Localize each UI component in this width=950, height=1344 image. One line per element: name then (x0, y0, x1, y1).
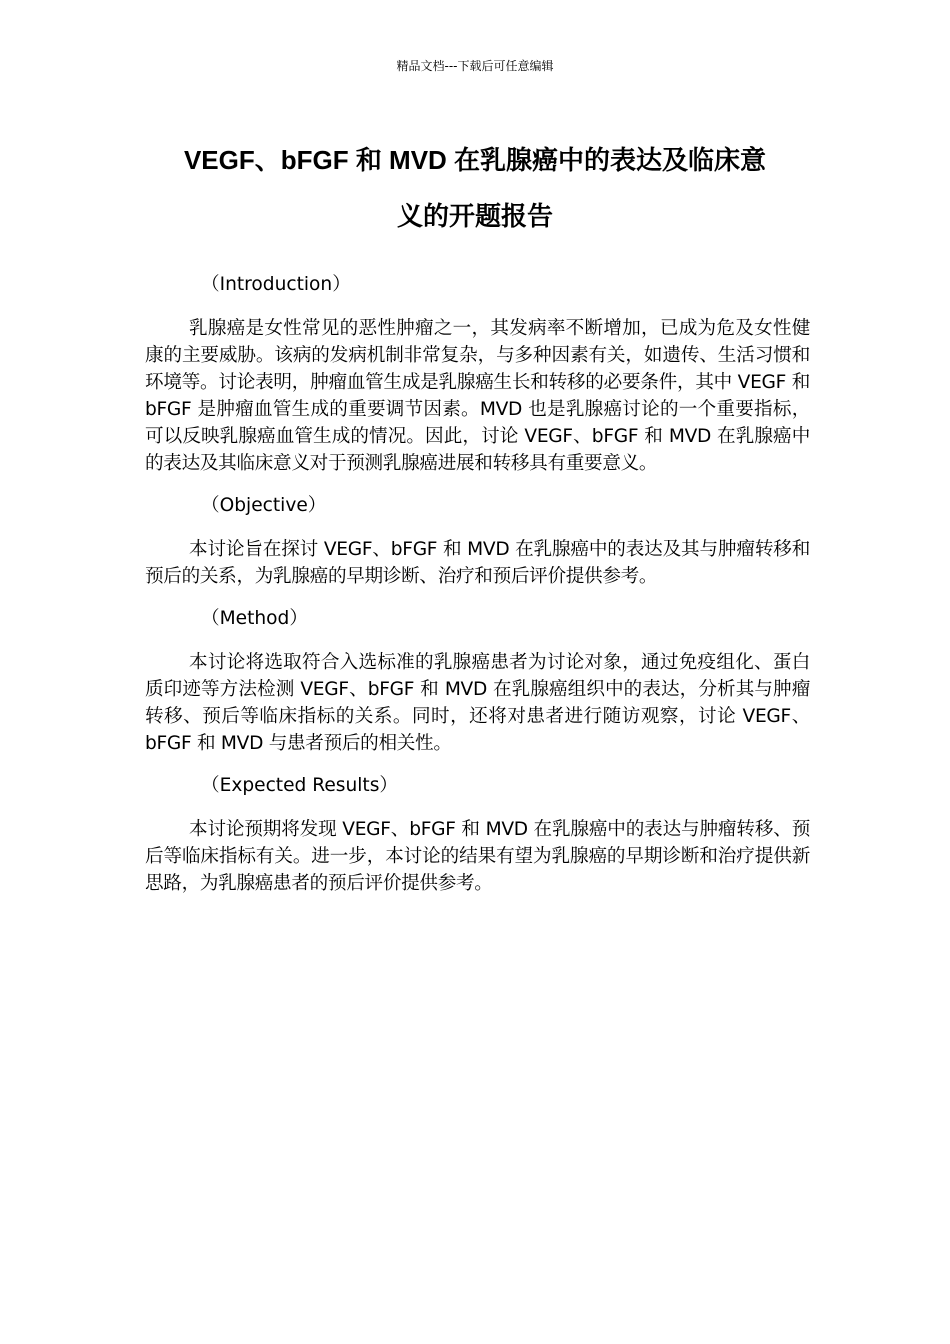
section-heading: （Objective） (201, 495, 327, 516)
document-body (145, 268, 810, 909)
section-paragraph: 乳腺癌是女性常见的恶性肿瘤之一，其发病率不断增加，已成为危及女性健康的主要威胁。该病的发病机制非常复杂，与多种因素有关，如遗传、生活习惯和环境等。讨论表明，肿瘤血管生成是乳腺癌生长和转移的必要条件，其中 VEGF 和 bFGF 是肿瘤血管生成的重要调节因素。MVD 也是乳腺癌讨论的一个重要指标，可以反映乳腺癌血管生成的情况。因此，讨论 VEGF、bFGF 和 MVD 在乳腺癌中的表达及其临床意义对于预测乳腺癌进展和转移具有重要意义。 (145, 318, 810, 474)
document-title (145, 132, 805, 244)
section-objective (145, 489, 810, 590)
section-paragraph: 本讨论预期将发现 VEGF、bFGF 和 MVD 在乳腺癌中的表达与肿瘤转移、预后等临床指标有关。进一步，本讨论的结果有望为乳腺癌的早期诊断和治疗提供新思路，为乳腺癌患者的预后评价提供参考。 (145, 819, 810, 894)
section-heading: （Introduction） (201, 274, 351, 295)
document-title-line-1: VEGF、bFGF 和 MVD 在乳腺癌中的表达及临床意 (183, 145, 767, 175)
section-heading: （Expected Results） (201, 775, 398, 796)
section-introduction (145, 268, 810, 477)
section-paragraph: 本讨论将选取符合入选标准的乳腺癌患者为讨论对象，通过免疫组化、蛋白质印迹等方法检测 VEGF、bFGF 和 MVD 在乳腺癌组织中的表达，分析其与肿瘤转移、预后等临床指标的关系。同时，还将对患者进行随访观察，讨论 VEGF、bFGF 和 MVD 与患者预后的相关性。 (145, 652, 810, 754)
section-heading: （Method） (201, 608, 308, 629)
document-title-line-2: 义的开题报告 (396, 201, 553, 231)
section-expected-results (145, 769, 810, 897)
section-paragraph: 本讨论旨在探讨 VEGF、bFGF 和 MVD 在乳腺癌中的表达及其与肿瘤转移和预后的关系，为乳腺癌的早期诊断、治疗和预后评价提供参考。 (145, 539, 810, 587)
section-method (145, 602, 810, 757)
page-header: 精品文档---下载后可任意编辑 (396, 59, 554, 73)
